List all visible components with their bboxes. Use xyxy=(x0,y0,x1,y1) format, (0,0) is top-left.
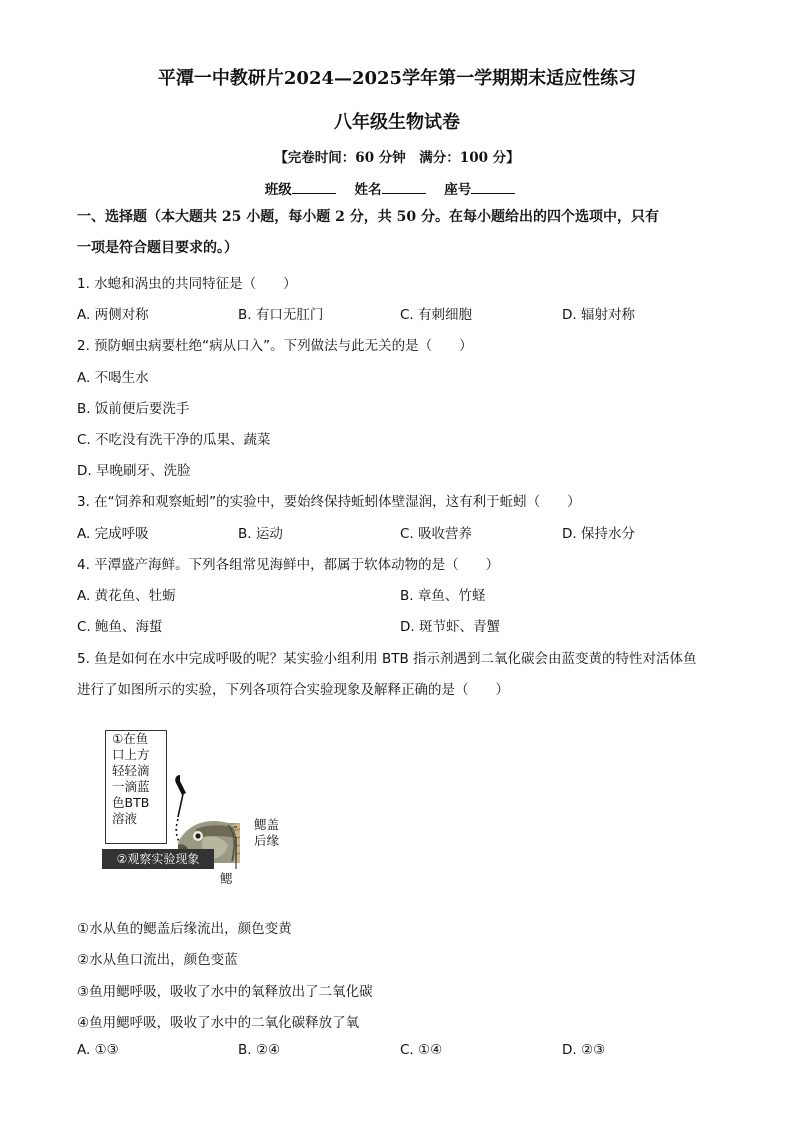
exam-subtitle: 八年级生物试卷 xyxy=(334,112,460,133)
q5-statement-3: ③鱼用鳃呼吸，吸收了水中的氧释放出了二氧化碳 xyxy=(77,984,373,1000)
q1-option-a: A. 两侧对称 xyxy=(77,307,149,323)
box-line: ①在鱼 xyxy=(112,731,149,746)
seat-label: 座号 xyxy=(444,182,472,198)
q2-option-b: B. 饭前便后要洗手 xyxy=(77,401,190,417)
operculum-edge-label: 鳃盖 后缘 xyxy=(254,817,280,848)
section-heading-line2: 一项是符合题目要求的。） xyxy=(77,240,238,256)
question-2-stem: 2. 预防蛔虫病要杜绝“病从口入”。下列做法与此无关的是（ ） xyxy=(77,338,473,354)
exam-title: 平潭一中教研片2024—2025学年第一学期期末适应性练习 xyxy=(157,68,637,89)
name-label: 姓名 xyxy=(354,182,382,198)
gill-label: 鳃 xyxy=(220,871,233,886)
class-blank xyxy=(292,179,336,194)
q4-option-b: B. 章鱼、竹蛏 xyxy=(400,588,486,604)
section-heading xyxy=(77,202,727,264)
q2-option-a: A. 不喝生水 xyxy=(77,370,149,386)
question-5-stem-line1: 5. 鱼是如何在水中完成呼吸的呢？某实验小组利用 BTB 指示剂遇到二氧化碳会由蓝变黄的特性对活体鱼 xyxy=(77,651,697,667)
box-line: 色BTB xyxy=(112,795,150,810)
q4-option-d: D. 斑节虾、青蟹 xyxy=(400,619,500,635)
question-3-stem: 3. 在“饲养和观察蚯蚓”的实验中，要始终保持蚯蚓体壁湿润，这有利于蚯蚓（ ） xyxy=(77,494,581,510)
q3-option-c: C. 吸收营养 xyxy=(400,526,473,542)
q1-option-d: D. 辐射对称 xyxy=(562,307,635,323)
q5-statement-1: ①水从鱼的鳃盖后缘流出，颜色变黄 xyxy=(77,921,292,937)
q5-option-c: C. ①④ xyxy=(400,1042,443,1058)
name-blank xyxy=(382,179,426,194)
box-line: 溶液 xyxy=(112,811,138,826)
q5-statement-2: ②水从鱼口流出，颜色变蓝 xyxy=(77,952,238,968)
q2-option-c: C. 不吃没有洗干净的瓜果、蔬菜 xyxy=(77,432,271,448)
step2-observe-label: ②观察实验现象 xyxy=(102,849,214,869)
q4-option-a: A. 黄花鱼、牡蛎 xyxy=(77,588,176,604)
q5-option-b: B. ②④ xyxy=(238,1042,281,1058)
box-line: 口上方 xyxy=(112,747,150,762)
q3-option-d: D. 保持水分 xyxy=(562,526,635,542)
q4-option-c: C. 鲍鱼、海蜇 xyxy=(77,619,163,635)
question-1-stem: 1. 水螅和涡虫的共同特征是（ ） xyxy=(77,276,297,292)
q1-option-b: B. 有口无肛门 xyxy=(238,307,324,323)
q2-option-d: D. 早晚刷牙、洗脸 xyxy=(77,463,191,479)
class-label: 班级 xyxy=(264,182,292,198)
section-heading-line1: 一、选择题（本大题共 25 小题，每小题 2 分，共 50 分。在每小题给出的四个选项中，只有 xyxy=(77,209,659,225)
student-info-row xyxy=(0,178,794,198)
fish-btb-experiment-figure xyxy=(100,725,300,890)
exam-info: 【完卷时间：60 分钟 满分：100 分】 xyxy=(274,150,520,166)
box-line: 一滴蓝 xyxy=(112,779,150,794)
box-line: 轻轻滴 xyxy=(112,763,150,778)
seat-blank xyxy=(471,179,515,194)
q1-option-c: C. 有刺细胞 xyxy=(400,307,473,323)
q3-option-b: B. 运动 xyxy=(238,526,283,542)
question-5-stem-line2: 进行了如图所示的实验，下列各项符合实验现象及解释正确的是（ ） xyxy=(77,682,509,698)
q5-statement-4: ④鱼用鳃呼吸，吸收了水中的二氧化碳释放了氧 xyxy=(77,1015,360,1031)
q3-option-a: A. 完成呼吸 xyxy=(77,526,149,542)
q5-option-d: D. ②③ xyxy=(562,1042,606,1058)
q5-option-a: A. ①③ xyxy=(77,1042,119,1058)
question-4-stem: 4. 平潭盛产海鲜。下列各组常见海鲜中，都属于软体动物的是（ ） xyxy=(77,557,500,573)
